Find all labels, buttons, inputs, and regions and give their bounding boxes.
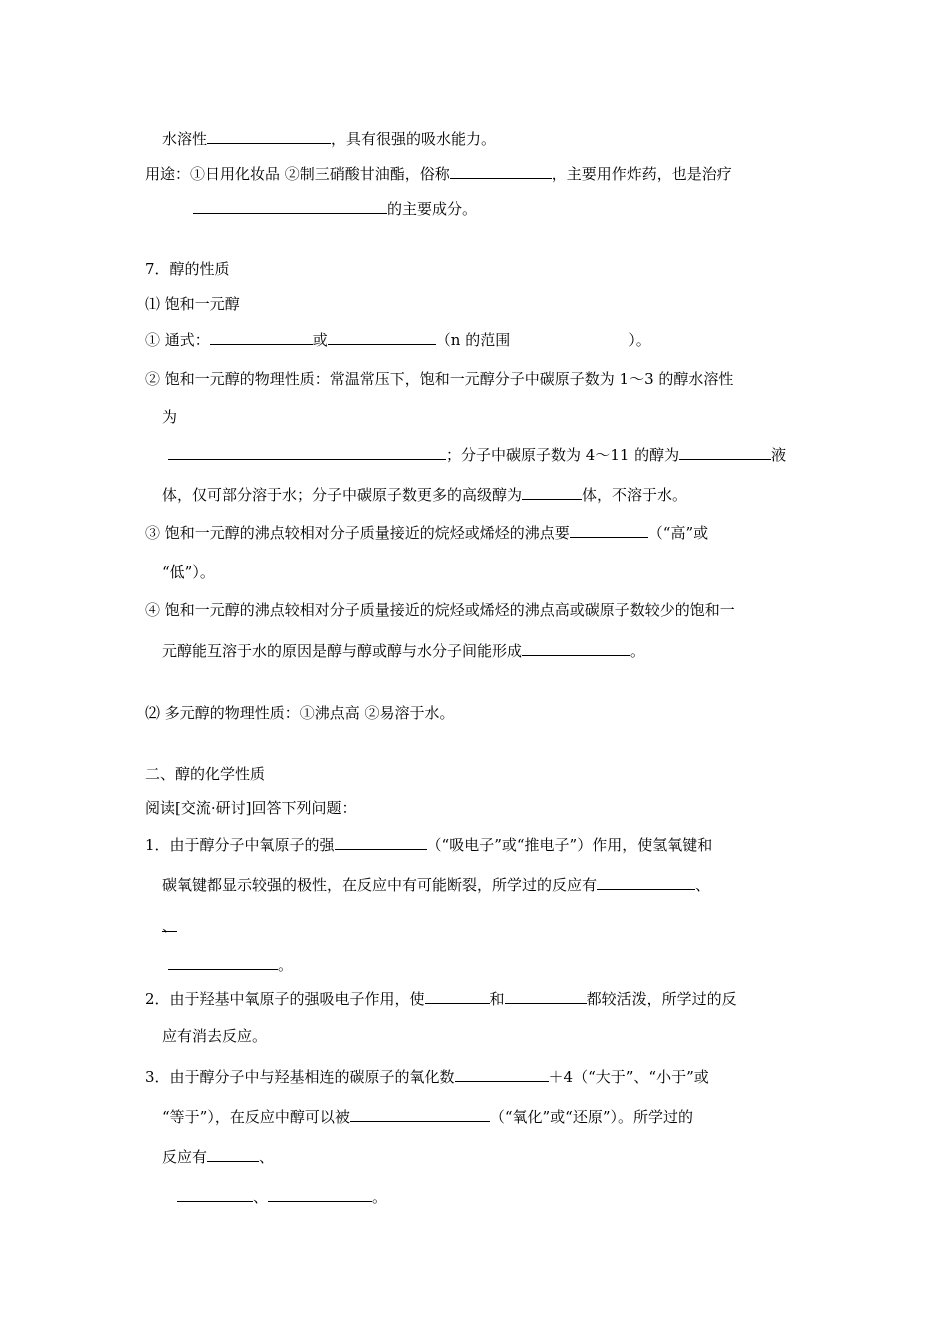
text: ① 通式： [145,331,210,349]
line-main-component [193,198,477,219]
text: 都较活泼，所学过的反 [586,990,737,1008]
line-physical-props-wei: 为 [162,408,178,426]
question-3 [145,1066,709,1087]
blank[interactable] [450,163,552,179]
question-1-line-4 [168,954,293,975]
text: 。 [278,956,294,974]
text: 、 [259,1148,275,1166]
text: 用途：①日用化妆品 ②制三硝酸甘油酯，俗称 [145,165,450,183]
line-water-solubility [162,128,496,149]
blank[interactable] [522,484,582,500]
text: 1．由于醇分子中氧原子的强 [145,836,335,854]
section-7-title: 7．醇的性质 [145,260,230,278]
question-3-line-3 [162,1146,274,1167]
text: ，主要用作炸药，也是治疗 [551,165,732,183]
question-3-line-4 [177,1186,387,1207]
text: ③ 饱和一元醇的沸点较相对分子质量接近的烷烃或烯烃的沸点要 [145,524,570,542]
line-boiling-point [145,522,708,543]
question-1-line-2 [162,874,710,895]
text: 水溶性 [162,130,208,148]
text: 3．由于醇分子中与羟基相连的碳原子的氧化数 [145,1068,455,1086]
text: 、 [253,1188,269,1206]
text: 、 [162,917,178,935]
text: ，具有很强的吸水能力。 [331,130,497,148]
text: （n 的范围 [435,331,511,349]
text: 元醇能互溶于水的原因是醇与醇或醇与水分子间能形成 [162,642,523,660]
text: （“氧化”或“还原”）。所学过的 [489,1108,694,1126]
text: 体，仅可部分溶于水；分子中碳原子数更多的高级醇为 [162,486,523,504]
text: “等于”），在反应中醇可以被 [162,1108,350,1126]
blank[interactable] [597,874,695,890]
text: ）。 [628,331,651,349]
blank[interactable] [168,954,278,970]
text: 2．由于羟基中氧原子的强吸电子作用，使 [145,990,425,1008]
text: 。 [630,642,646,660]
blank[interactable] [177,1186,253,1202]
blank[interactable] [328,329,436,345]
blank[interactable] [207,1146,259,1162]
subsection-2-polyols: ⑵ 多元醇的物理性质：①沸点高 ②易溶于水。 [145,704,455,722]
line-physical-props: ② 饱和一元醇的物理性质：常温常压下，饱和一元醇分子中碳原子数为 1～3 的醇水溶性 [145,370,734,388]
text: （“吸电子”或“推电子”）作用，使氢氧键和 [426,836,713,854]
line-uses [145,163,732,184]
question-1-line-3 [162,916,177,936]
blank[interactable] [268,1186,372,1202]
blank[interactable] [350,1106,490,1122]
blank[interactable] [207,128,331,144]
text: ；分子中碳原子数为 4～11 的醇为 [446,446,680,464]
text: ＋4（“大于”、“小于”或 [548,1068,709,1086]
blank[interactable] [570,522,648,538]
blank[interactable] [210,329,313,345]
blank[interactable] [522,640,630,656]
line-physical-props-3 [162,484,687,505]
line-reason-2 [162,640,645,661]
line-reason: ④ 饱和一元醇的沸点较相对分子质量接近的烷烃或烯烃的沸点高或碳原子数较少的饱和一 [145,601,735,619]
blank[interactable] [455,1066,549,1082]
question-2 [145,988,737,1009]
line-boiling-point-2: “低”）。 [162,563,215,581]
blank[interactable] [193,198,387,214]
text: 反应有 [162,1148,208,1166]
line-general-formula [145,329,651,350]
blank[interactable] [679,444,771,460]
subsection-1-title: ⑴ 饱和一元醇 [145,295,240,313]
blank[interactable] [425,988,490,1004]
question-3-line-2 [162,1106,693,1127]
intro-line: 阅读[交流·研讨]回答下列问题： [145,799,357,817]
text: 、 [695,876,711,894]
section-2-title: 二、醇的化学性质 [145,765,266,783]
line-physical-props-2 [168,444,786,465]
text: 和 [489,990,505,1008]
text: 体，不溶于水。 [582,486,688,504]
text: 液 [771,446,787,464]
text: 碳氧键都显示较强的极性，在反应中有可能断裂，所学过的反应有 [162,876,598,894]
text: （“高”或 [647,524,709,542]
blank[interactable] [505,988,587,1004]
question-2-line-2: 应有消去反应。 [162,1027,268,1045]
text: 。 [372,1188,388,1206]
blank[interactable] [168,444,446,460]
question-1 [145,834,712,855]
text: 或 [312,331,328,349]
blank[interactable] [335,834,427,850]
text: 的主要成分。 [387,200,478,218]
